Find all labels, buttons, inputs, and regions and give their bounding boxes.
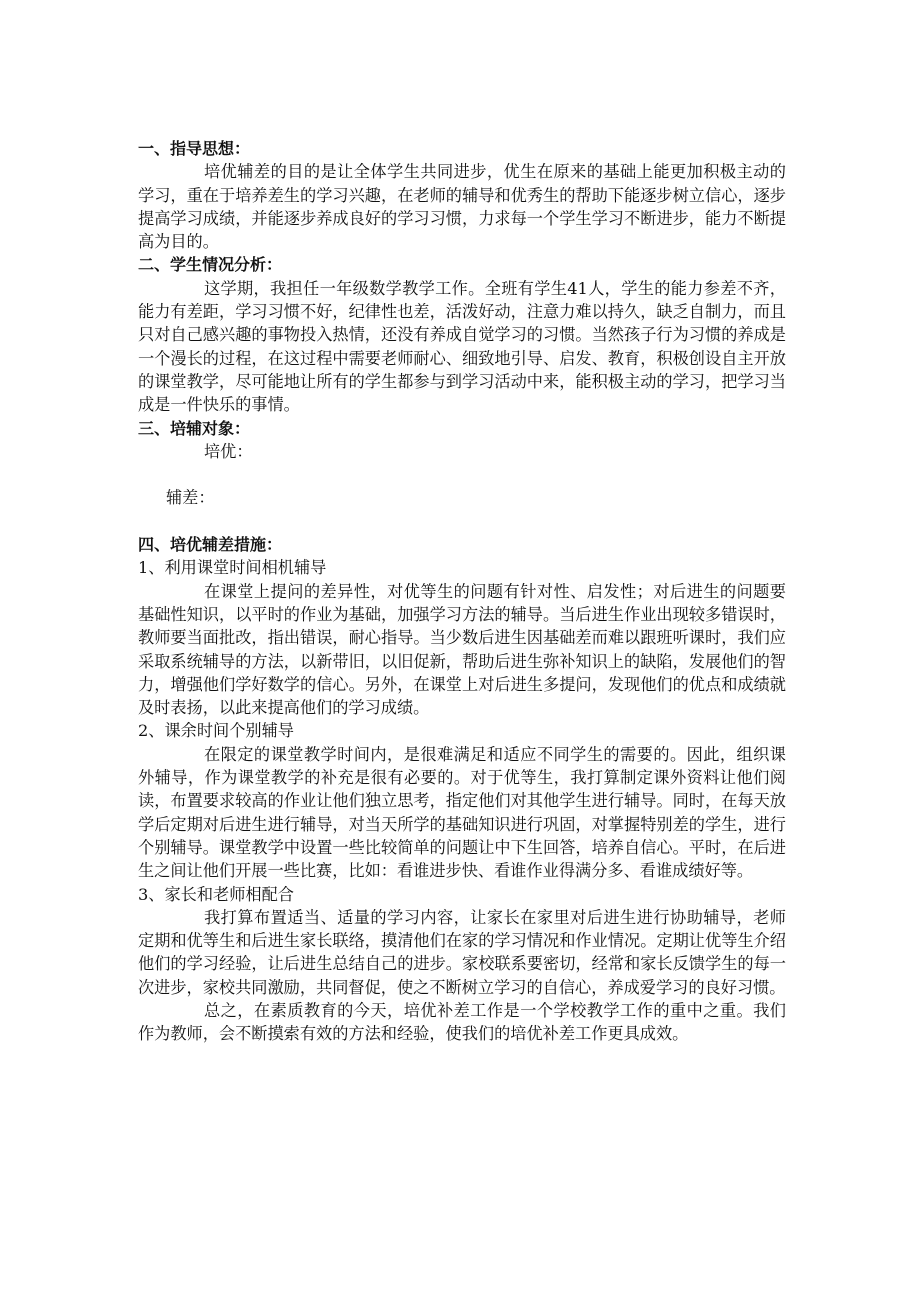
section-2-paragraph: 这学期，我担任一年级数学教学工作。全班有学生41人，学生的能力参差不齐，能力有差距，学习习惯不好，纪律性也差，活泼好动，注意力难以持久，缺乏自制力，而且只对自己感兴趣的事物投入热情，还没有养成自觉学习的习惯。当然孩子行为习惯的养成是一个漫长的过程，在这过程中需要老师耐心、细致地引导、启发、教育，积极创设自主开放的课堂教学，尽可能地让所有的学生都参与到学习活动中来，能积极主动的学习，把学习当成是一件快乐的事情。 [138,278,786,415]
conclusion-paragraph: 总之，在素质教育的今天，培优补差工作是一个学校教学工作的重中之重。我们作为教师，会不断摸索有效的方法和经验，使我们的培优补差工作更具成效。 [138,1000,786,1044]
measure-1-title: 1、利用课堂时间相机辅导 [138,558,327,578]
document-page [138,137,786,1046]
label-peiyou: 培优： [204,441,253,461]
section-1-paragraph: 培优辅差的目的是让全体学生共同进步，优生在原来的基础上能更加积极主动的学习，重在于培养差生的学习兴趣，在老师的辅导和优秀生的帮助下能逐步树立信心，逐步提高学习成绩，并能逐步养成良好的学习习惯，力求每一个学生学习不断进步，能力不断提高为目的。 [138,162,786,252]
blank-line [138,510,786,533]
section-2-heading: 二、学生情况分析： [138,255,283,275]
measure-1-paragraph: 在课堂上提问的差异性，对优等生的问题有针对性、启发性；对后进生的问题要基础性知识，以平时的作业为基础，加强学习方法的辅导。当后进生作业出现较多错误时，教师要当面批改，指出错误，耐心指导。当少数后进生因基础差而难以跟班听课时，我们应采取系统辅导的方法，以新带旧，以旧促新，帮助后进生弥补知识上的缺陷，发展他们的智力，增强他们学好数学的信心。另外，在课堂上对后进生多提问，发现他们的优点和成绩就及时表扬，以此来提高他们的学习成绩。 [138,581,786,718]
blank-line [138,463,786,486]
label-fucha: 辅差： [166,488,215,508]
section-3-heading: 三、培辅对象： [138,418,251,438]
section-4-heading: 四、培优辅差措施： [138,535,283,555]
measure-2-title: 2、课余时间个别辅导 [138,721,294,741]
section-1-heading: 一、指导思想： [138,139,251,158]
measure-3-paragraph: 我打算布置适当、适量的学习内容，让家长在家里对后进生进行协助辅导，老师定期和优等生和后进生家长联络，摸清他们在家的学习情况和作业情况。定期让优等生介绍他们的学习经验，让后进生总结自己的进步。家校联系要密切，经常和家长反馈学生的每一次进步，家校共同激励，共同督促，使之不断树立学习的自信心，养成爱学习的良好习惯。 [138,907,786,997]
measure-2-paragraph: 在限定的课堂教学时间内，是很难满足和适应不同学生的需要的。因此，组织课外辅导，作为课堂教学的补充是很有必要的。对于优等生，我打算制定课外资料让他们阅读，布置要求较高的作业让他们独立思考，指定他们对其他学生进行辅导。同时，在每天放学后定期对后进生进行辅导，对当天所学的基础知识进行巩固，对掌握特别差的学生，进行个别辅导。课堂教学中设置一些比较简单的问题让中下生回答，培养自信心。平时，在后进生之间让他们开展一些比赛，比如：看谁进步快、看谁作业得满分多、看谁成绩好等。 [138,744,786,881]
measure-3-title: 3、家长和老师相配合 [138,884,294,904]
